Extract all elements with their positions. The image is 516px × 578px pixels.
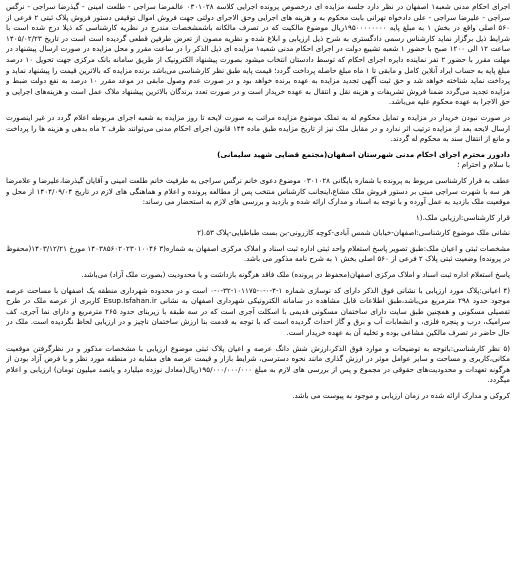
subject-title: قرار کارشناسی:ارزیابی ملک.(۱ xyxy=(415,212,510,222)
property-description: (۴ اعیانی:پلاک مورد ارزیابی با نشانی فوق الذکر دارای کد نوسازی شماره ۱-۴-۰-۰-۱۰۱۱۷۵-۳۲-۰-۰ است و در محدوده شهرداری منطقه یک اصفهان با مساحت عرصه موجود حدود ۲۹۸ مترمربع می‌باشد،طبق اطلاعات قابل مشاهده در سامانه الکترونیکی شهرداری اصفهان به نشانی Esup.Isfahan.ir کاربری از عرصه ملک در طرح تفصیلی مسکونی و همچنین طبق سایت دارای ساختمان مسکونی قدیمی با اسکلت آجری است که در سه طبقه با زیربنای حدود ۲۶۵ مترمربع و دارای نما آجری، کف سرامیک، درب و پنجره فلزی، و انشعابات آب و برق و گاز احداث گردیده است که با توجه به قدمت بنا ارزش ساختمان ناچیز و در ارزیابی لحاظ نگردیده است. ملک در حال حاضر در تصرف مالکین مشاعی بوده و تخلیه آن به عهده خریدار است. xyxy=(6,285,510,338)
buyer-conditions-paragraph: در صورت نبودن خریدار در مزایده و تمایل محکوم له به تملک موضوع مزایده مراتب به صورت لایحه تا روز مزایده به شعبه اجرای مربوطه اعلام گردد در غیر اینصورت ارسال لایحه بعد از مزایده ترتیب اثر ندارد و در مقابل ملک نیز از تاریخ مزایده طبق ماده ۱۴۴ قانون اجرای احکام مدنی می‌توانند ظرف ۲ ماه بدهی و هزینه ها را پرداخت و مانع از انتقال سند به محکوم له گردند. xyxy=(6,112,510,144)
closing-line: کروکی و مدارک ارائه شده در زمان ارزیابی و موجود به پیوست می باشد. xyxy=(292,391,510,400)
addressee-line: دادورز محترم اجرای احکام مدنی شهرستان اصفهان(مجتمع قضایی شهید سلیمانی) xyxy=(217,149,510,159)
notice-intro-paragraph: اجرای احکام مدنی شعبه۱ اصفهان در نظر دارد جلسه مزایده ای درخصوص پرونده اجرایی کلاسه ۰۳۰۱۰۲۸ عالمرضا سراجی - طلعت امینی - گیذرضا سراجی - نرگس سراجی - علیرضا سراجی - علی دادخواه تهرانی بابت محکوم به و هزینه های اجرایی وحق الاجرای دولتی جهت فروش اموال توقیفی دستور فروش پلاک ثبتی ۲ فرعی از ۵۶۰ اصلی واقع در بخش ۱ به مبلغ پایه ۱۹۵۰۰۰۰۰۰۰۰ریال موضوع مالکیت که در تصرف مالکانه باشمشخصات مندرج در نظریه کارشناسی که ذیلا درج شده است با شرایط ذیل برگزار نماید کارشناس رسمی دادگستری به شرح ذیل ارزیابی و ابلاغ شده و نظریه مصون از تعرض طرفین قطعی گردیده است است در تاریخ ۱۴۰۵/۰۲/۲۳ ساعت ۱۲ الی ۱۲۰۰ صبح با حضور ۱ شعبه تشییع دولت در اجرای احکام مدنی شعبه۱ مزایده ای ذیل الذکر را در ساعت مقرر و محل مزایده در صورت ارسال پیشنهاد در مهلت مقرر با حضور ۲ نفر نماینده دایره اجرای احکام که توسط دادستان انتخاب میشود بصورت پیشنهاد الکترونیک از طریق سامانه بانک مرکزی جهت تحویل ۱۰ درصد مبلغ پایه به حساب ایراد آنلاین کامل و مابقی تا ۱ ماه مبلغ حاصله پرداخت گردد؛ قیمت پایه طبق نظر کارشناسی می‌باشد برنده مزایده که بالاترین قیمت را پیشنهاد نماید و پرداخت نماید شناخته خواهد شد و حق ثبت آگهی تجدید مزایده به عهده برنده خواهد بود و در صورت عدم وصول مابقی در موعد مقرر ۱۰ درصد به نفع دولت ضبط و مزایده تجدید می‌گردد ضمنا فروش تشریفات و هزینه نقل و انتقال به عهده خریدار است و در صورت تعدد برندگان بالاترین پیشنهاد ملاک عمل است و هزینه‌های اجرایی و حق الاجرا به عهده محکوم علیه می‌باشد. xyxy=(6,2,510,107)
greeting-line: با سلام و احترام ؛ xyxy=(457,160,510,170)
report-intro-paragraph: عطف به قرار کارشناسی مربوط به پرونده با شماره بایگانی ۰۳۰۱۰۲۸ موضوع دعوی خانم نرگس سراجی به طرفیت خانم طلعت امینی و آقایان گیذرضا،علیرضا و علامرضا هر سه با شهرت سراجی مبنی بر دستور فروش ملک مشاع،اینجانب کارشناس منتخب پس از مطالعه پرونده و اعلام و هماهنگی های لازم در تاریخ ۱۴۰۴/۰۹/۰۴ از محل و موقعیت ملک بازدید به عمل آورده و با توجه به اسناد و مدارک ارائه شده و بازدید و بررسی های لازم به استحضار می رساند: xyxy=(6,175,510,207)
ownership-details: مشخصات ثبتی و اعیان ملک:طبق تصویر پاسخ استعلام واحد ثبتی اداره ثبت اسناد و املاک مرکزی اصفهان به شماره(۳ ۱۴۰۳۸۵۶۰۲۰۲۳۰۱۰۰۴۶ مورخ ۱۴۰۳/۱۲/۲۱(محفوظ در پرونده) وضعیت ثبتی پلاک ۲ فرعی از ۵۶۰ اصلی بخش ۱ به شرح نامه مذکور می باشد. xyxy=(6,243,510,264)
registry-inquiry: پاسخ استعلام اداره ثبت اسناد و املاک مرکزی اصفهان(محفوظ در پرونده) ملک فاقد هرگونه بازداشت و یا محدودیت (بصورت ملک آزاد) می‌باشد. xyxy=(81,270,510,280)
property-address: نشانی ملک موضوع کارشناسی:اصفهان-خیابان شمس آبادی-کوچه کازرونی-بن بست طباطبایی-پلاک ۵۳.(۲ xyxy=(197,228,510,238)
expert-valuation: (۵ نظر کارشناسی:باتوجه به توضیحات و موارد فوق الذکر،ارزش شش دانگ عرصه و اعیان پلاک ثبتی موضوع ارزیابی با مشخصات مذکور و در نظرگرفتن موقعیت مکانی،کاربری و مساحت و سایر عوامل موثر در ارزش گذاری مانند نحوه دسترسی، شرایط بازار و قیمت عرصه های مشابه در منطقه مورد نظر و با فرض آزاد بودن از هرگونه تعهدات و محدودیت‌های حقوقی در مجموع و پس از بررسی های لازم به مبلغ ۱۹۵/۰۰۰/۰۰۰/۰۰۰ریال(معادل نوزده میلیارد و پانصد میلیون تومان) ارزیابی و اعلام میگردد. xyxy=(6,343,510,385)
auction-notice-document xyxy=(6,2,510,574)
